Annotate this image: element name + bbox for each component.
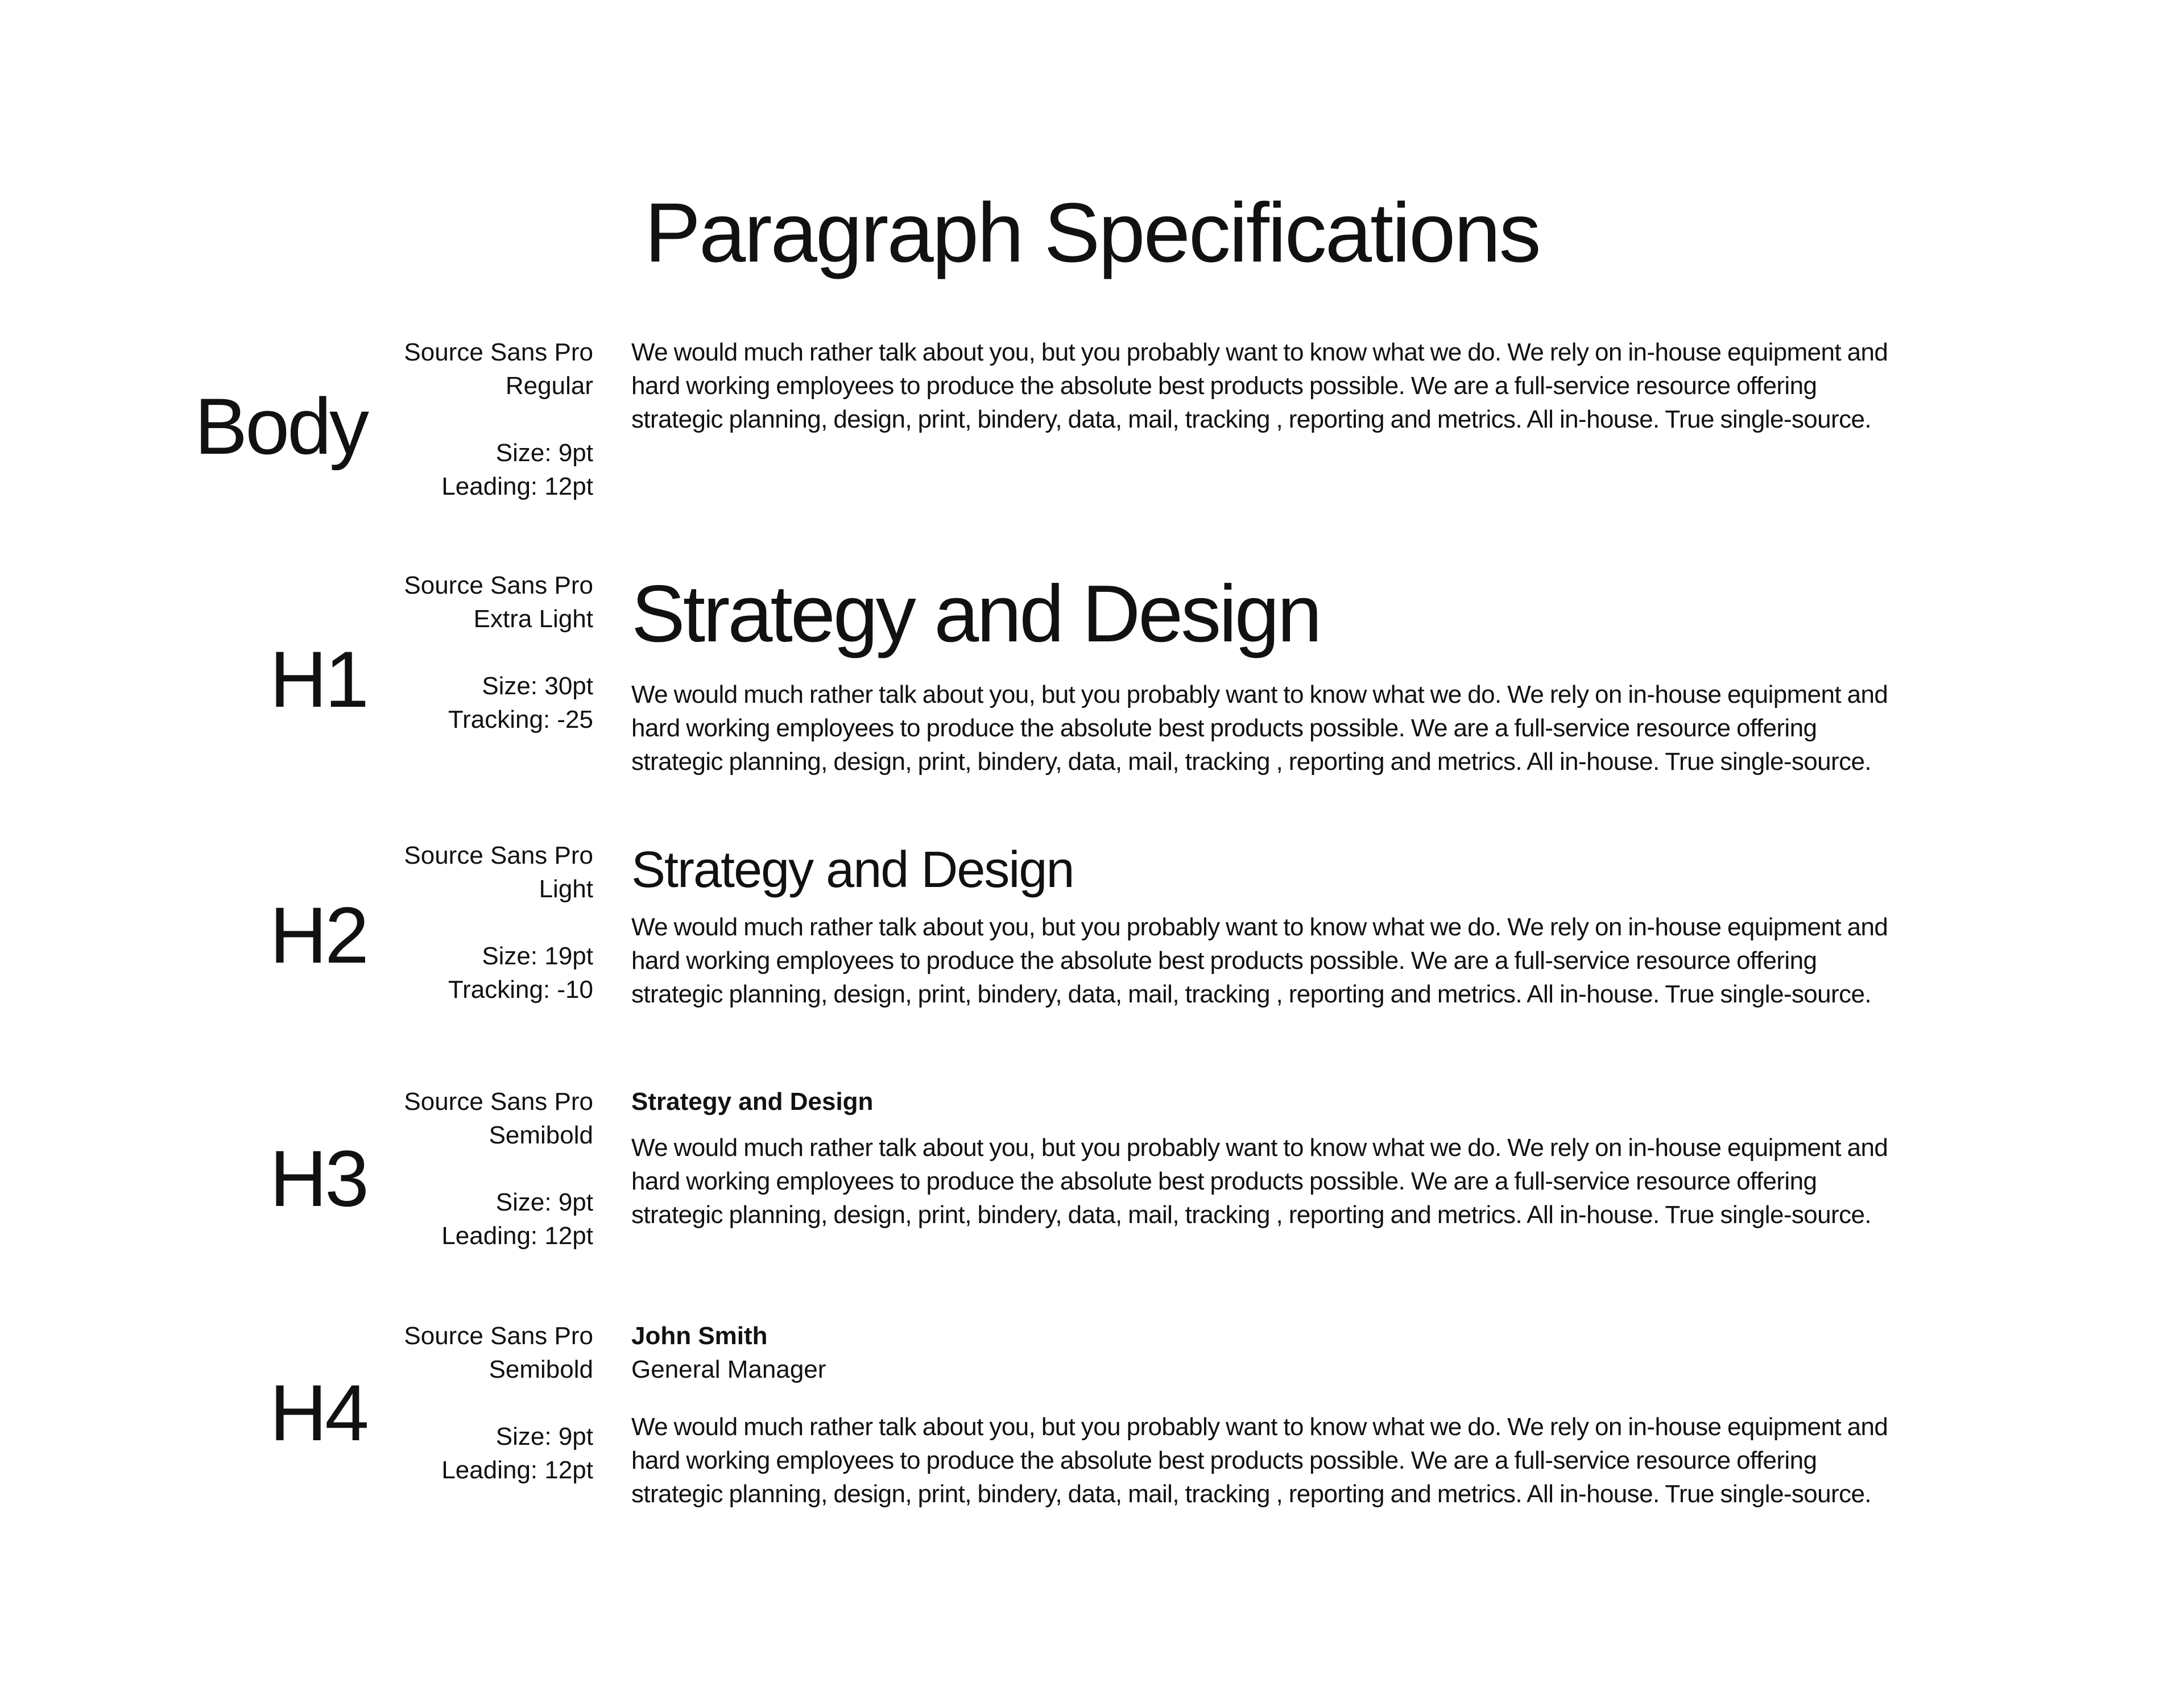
spec-h1 (354, 569, 593, 736)
spec-weight: Light (539, 875, 593, 903)
body-paragraph: We would much rather talk about you, but you probably want to know what we do. We rely on in-house equipment and hard working employees to produce the absolute best products possible. We are a full-service resource offering strategic planning, design, print, bindery, data, mail, tracking , reporting and metrics. All in-house. True single-source. (631, 338, 1888, 433)
h1-heading: Strategy and Design (631, 569, 1320, 659)
spec-font: Source Sans Pro (404, 338, 593, 366)
spec-weight: Extra Light (473, 605, 593, 633)
h4-paragraph: We would much rather talk about you, but you probably want to know what we do. We rely on in-house equipment and hard working employees to produce the absolute best products possible. We are a full-service resource offering strategic planning, design, print, bindery, data, mail, tracking , reporting and metrics. All in-house. True single-source. (631, 1413, 1888, 1508)
content-h3 (631, 1085, 1905, 1232)
spec-font: Source Sans Pro (404, 842, 593, 869)
spec-size: Size: 19pt (482, 942, 593, 970)
h2-heading: Strategy and Design (631, 842, 1074, 898)
spec-h3 (354, 1085, 593, 1253)
spec-weight: Semibold (489, 1356, 593, 1383)
style-label-body: Body (194, 382, 367, 471)
style-label-h1: H1 (270, 635, 367, 724)
spec-metric: Tracking: -25 (448, 706, 593, 733)
content-h1 (631, 569, 1905, 778)
content-body (631, 335, 1905, 436)
spec-metric: Leading: 12pt (441, 1222, 593, 1250)
spec-metric: Leading: 12pt (441, 472, 593, 500)
spec-size: Size: 30pt (482, 672, 593, 700)
spec-weight: Semibold (489, 1121, 593, 1149)
h1-paragraph: We would much rather talk about you, but you probably want to know what we do. We rely on in-house equipment and hard working employees to produce the absolute best products possible. We are a full-service resource offering strategic planning, design, print, bindery, data, mail, tracking , reporting and metrics. All in-house. True single-source. (631, 681, 1888, 776)
spec-metric: Leading: 12pt (441, 1456, 593, 1484)
style-label-h4: H4 (270, 1368, 367, 1457)
spec-weight: Regular (505, 372, 593, 400)
page-title: Paragraph Specifications (644, 186, 1540, 280)
spec-h4 (354, 1319, 593, 1487)
spec-size: Size: 9pt (495, 1188, 593, 1216)
h2-paragraph: We would much rather talk about you, but you probably want to know what we do. We rely on in-house equipment and hard working employees to produce the absolute best products possible. We are a full-service resource offering strategic planning, design, print, bindery, data, mail, tracking , reporting and metrics. All in-house. True single-source. (631, 913, 1888, 1008)
style-label-h3: H3 (270, 1134, 367, 1223)
h4-name: John Smith (631, 1322, 768, 1350)
spec-font: Source Sans Pro (404, 571, 593, 599)
spec-font: Source Sans Pro (404, 1088, 593, 1116)
spec-body (354, 335, 593, 503)
style-label-h2: H2 (270, 890, 367, 980)
spec-size: Size: 9pt (495, 439, 593, 467)
content-h2 (631, 839, 1905, 1011)
h3-heading: Strategy and Design (631, 1088, 874, 1116)
h4-role: General Manager (631, 1356, 826, 1383)
spec-metric: Tracking: -10 (448, 976, 593, 1004)
h3-paragraph: We would much rather talk about you, but you probably want to know what we do. We rely on in-house equipment and hard working employees to produce the absolute best products possible. We are a full-service resource offering strategic planning, design, print, bindery, data, mail, tracking , reporting and metrics. All in-house. True single-source. (631, 1134, 1888, 1229)
spec-size: Size: 9pt (495, 1423, 593, 1450)
content-h4 (631, 1319, 1905, 1511)
spec-font: Source Sans Pro (404, 1322, 593, 1350)
spec-h2 (354, 839, 593, 1006)
